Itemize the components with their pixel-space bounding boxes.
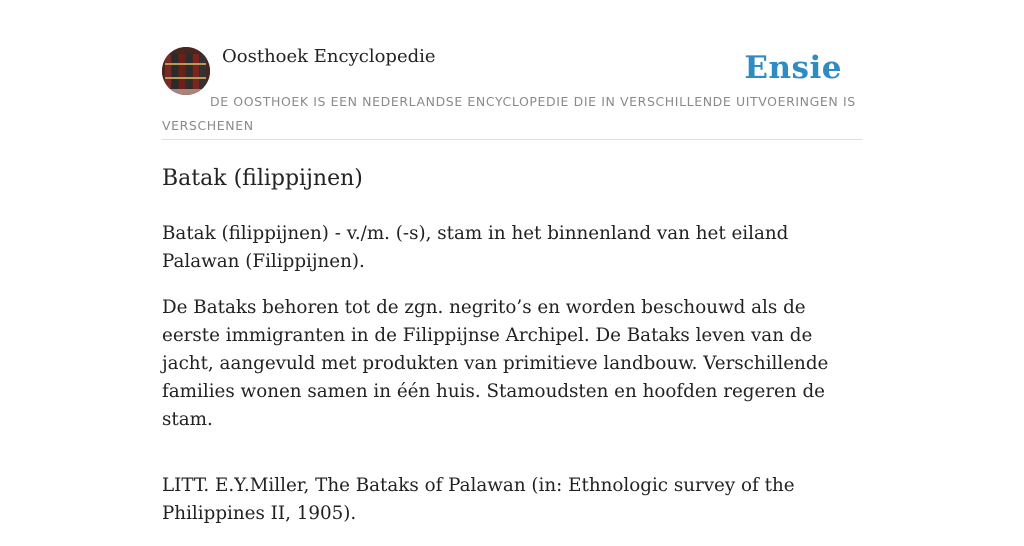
header-divider <box>162 139 862 140</box>
site-title[interactable]: Oosthoek Encyclopedie <box>222 46 436 67</box>
encyclopedia-books-icon[interactable] <box>162 47 210 95</box>
article-literature: LITT. E.Y.Miller, The Bataks of Palawan (in: Ethnologic survey of the Philippines II, 1905). <box>162 475 795 524</box>
article-title: Batak (filippijnen) <box>162 166 363 191</box>
brand-logo[interactable]: Ensie <box>744 50 842 86</box>
article-body: De Bataks behoren tot de zgn. negrito’s en worden beschouwd als de eerste immigranten in de Filippijnse Archipel. De Bataks leven van de jacht, aangevuld met produkten van primitieve landbouw. Verschillende families wonen samen in één huis. Stamoudsten en hoofden regeren de stam. <box>162 297 829 430</box>
article <box>162 160 862 546</box>
article-definition: Batak (filippijnen) - v./m. (-s), stam in het binnenland van het eiland Palawan (Filippijnen). <box>162 223 789 272</box>
site-header <box>162 46 862 140</box>
site-tagline: DE OOSTHOEK IS EEN NEDERLANDSE ENCYCLOPEDIE DIE IN VERSCHILLENDE UITVOERINGEN IS VERSCHENEN <box>162 94 856 133</box>
